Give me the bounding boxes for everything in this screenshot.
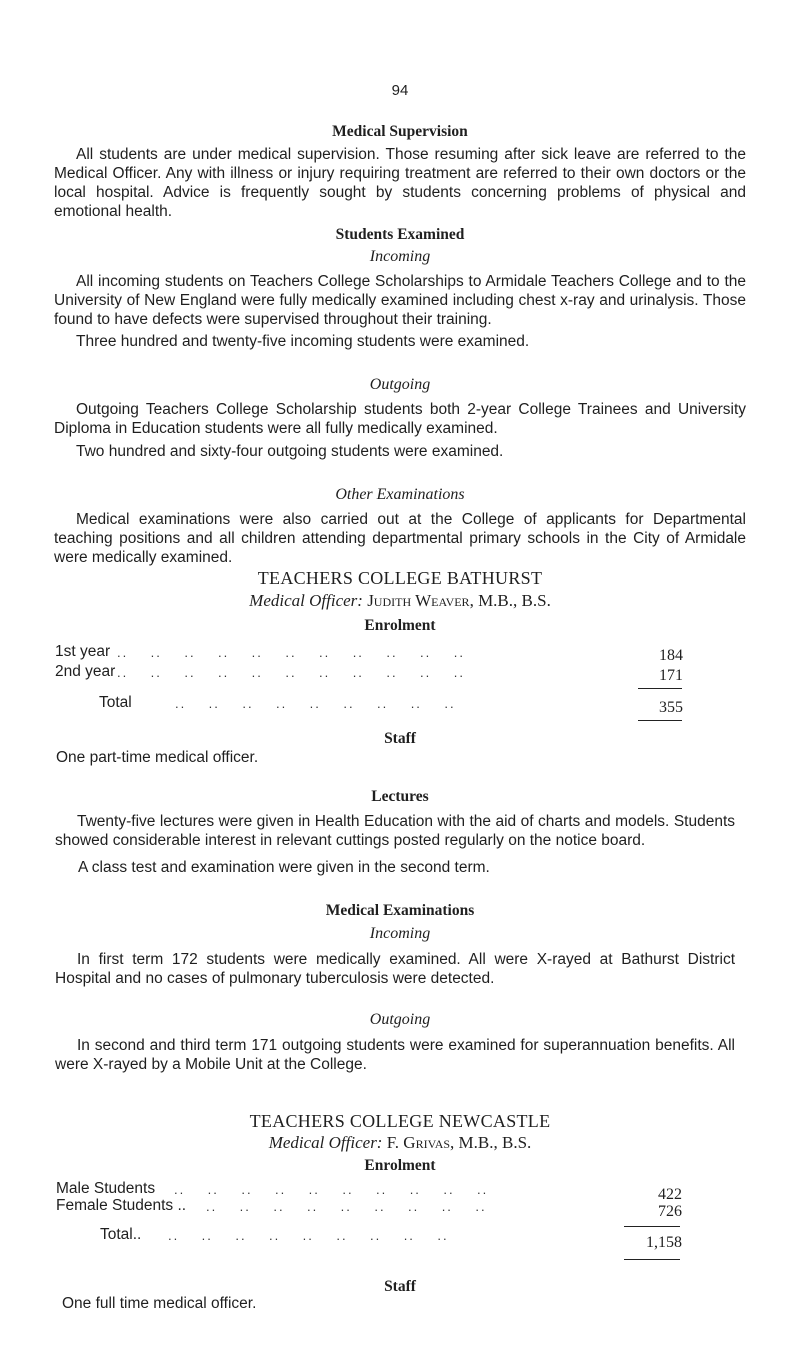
bathurst-row-label: 2nd year [55, 663, 116, 680]
subtotal-rule [638, 688, 682, 689]
bathurst-outgoing-subheading: Outgoing [369, 1011, 431, 1028]
newcastle-row-label: Female Students .. [56, 1197, 187, 1214]
medical-supervision-heading: Medical Supervision [332, 123, 468, 140]
bathurst-incoming-paragraph: In first term 172 students were medically examined. All were X-rayed at Bathurst District Hospital and no cases of pulmonary tuberculosis were detected. [55, 951, 735, 987]
outgoing-paragraph: Outgoing Teachers College Scholarship students both 2-year College Trainees and University Diploma in Education students were all fully medically examined. [54, 401, 746, 437]
leader-dots: .. .. .. .. .. .. .. .. .. .. .. [117, 665, 465, 680]
incoming-count-paragraph: Three hundred and twenty-five incoming students were examined. [76, 333, 530, 350]
bathurst-medical-examinations-heading: Medical Examinations [325, 902, 475, 919]
leader-dots: .. .. .. .. .. .. .. .. .. .. [174, 1182, 489, 1197]
bathurst-officer-label: Medical Officer: [249, 591, 363, 610]
bathurst-incoming-subheading: Incoming [369, 925, 431, 942]
leader-dots: .. .. .. .. .. .. .. .. .. [175, 696, 456, 711]
total-rule [638, 720, 682, 721]
newcastle-staff-text: One full time medical officer. [62, 1295, 257, 1312]
incoming-subheading: Incoming [369, 248, 431, 265]
outgoing-count-paragraph: Two hundred and sixty-four outgoing students were examined. [76, 443, 504, 460]
bathurst-lectures-heading: Lectures [371, 788, 429, 805]
newcastle-title: TEACHERS COLLEGE NEWCASTLE [249, 1111, 551, 1131]
bathurst-enrolment-heading: Enrolment [364, 617, 436, 634]
bathurst-lectures-paragraph: Twenty-five lectures were given in Health Education with the aid of charts and models. Students showed considerable interest in relevant cuttings posted regularly on the notice board. [55, 813, 735, 849]
bathurst-row-value: 171 [659, 667, 683, 684]
newcastle-enrolment-heading: Enrolment [364, 1157, 436, 1174]
total-rule [624, 1259, 680, 1260]
newcastle-staff-heading: Staff [384, 1278, 416, 1295]
bathurst-total-label: Total [99, 694, 132, 711]
leader-dots: .. .. .. .. .. .. .. .. .. [168, 1228, 449, 1243]
newcastle-total-value: 1,158 [646, 1234, 682, 1251]
newcastle-row-label: Male Students [56, 1180, 156, 1197]
leader-dots: .. .. .. .. .. .. .. .. .. [206, 1199, 487, 1214]
other-examinations-subheading: Other Examinations [335, 486, 465, 503]
incoming-paragraph: All incoming students on Teachers College Scholarships to Armidale Teachers College and to the University of New England were fully medically examined including chest x-ray and urinalysis. Those found to have defects were supervised throughout their training. [54, 273, 746, 328]
medical-supervision-paragraph: All students are under medical supervision. Those resuming after sick leave are referred to the Medical Officer. Any with illness or injury requiring treatment are referred to their own doctors or the local hospital. Advice is frequently sought by students concerning problems of physical and emotional health. [54, 146, 746, 220]
newcastle-total-label: Total.. [100, 1226, 142, 1243]
bathurst-row-value: 184 [659, 647, 683, 664]
bathurst-outgoing-paragraph: In second and third term 171 outgoing students were examined for superannuation benefits. All were X-rayed by a Mobile Unit at the College. [55, 1037, 735, 1073]
newcastle-officer-name: F. Grivas, M.B., B.S. [386, 1133, 532, 1152]
newcastle-officer-label: Medical Officer: [268, 1133, 383, 1152]
bathurst-total-value: 355 [659, 699, 683, 716]
other-examinations-paragraph: Medical examinations were also carried out at the College of applicants for Departmental teaching positions and all children attending departmental primary schools in the City of Armidale were medically examined. [54, 511, 746, 566]
outgoing-subheading: Outgoing [369, 376, 431, 393]
students-examined-heading: Students Examined [335, 226, 465, 243]
newcastle-row-value: 422 [658, 1186, 682, 1203]
bathurst-staff-text: One part-time medical officer. [56, 749, 259, 766]
leader-dots: .. .. .. .. .. .. .. .. .. .. .. [117, 645, 465, 660]
bathurst-officer-name: Judith Weaver, M.B., B.S. [367, 591, 551, 610]
newcastle-medical-officer [0, 1133, 800, 1153]
bathurst-row-label: 1st year [55, 643, 111, 660]
bathurst-medical-officer [0, 591, 800, 611]
bathurst-title: TEACHERS COLLEGE BATHURST [257, 568, 543, 588]
page-number: 94 [391, 82, 409, 99]
bathurst-staff-heading: Staff [384, 730, 416, 747]
bathurst-class-test-paragraph: A class test and examination were given in the second term. [78, 859, 490, 876]
subtotal-rule [624, 1226, 680, 1227]
newcastle-row-value: 726 [658, 1203, 682, 1220]
